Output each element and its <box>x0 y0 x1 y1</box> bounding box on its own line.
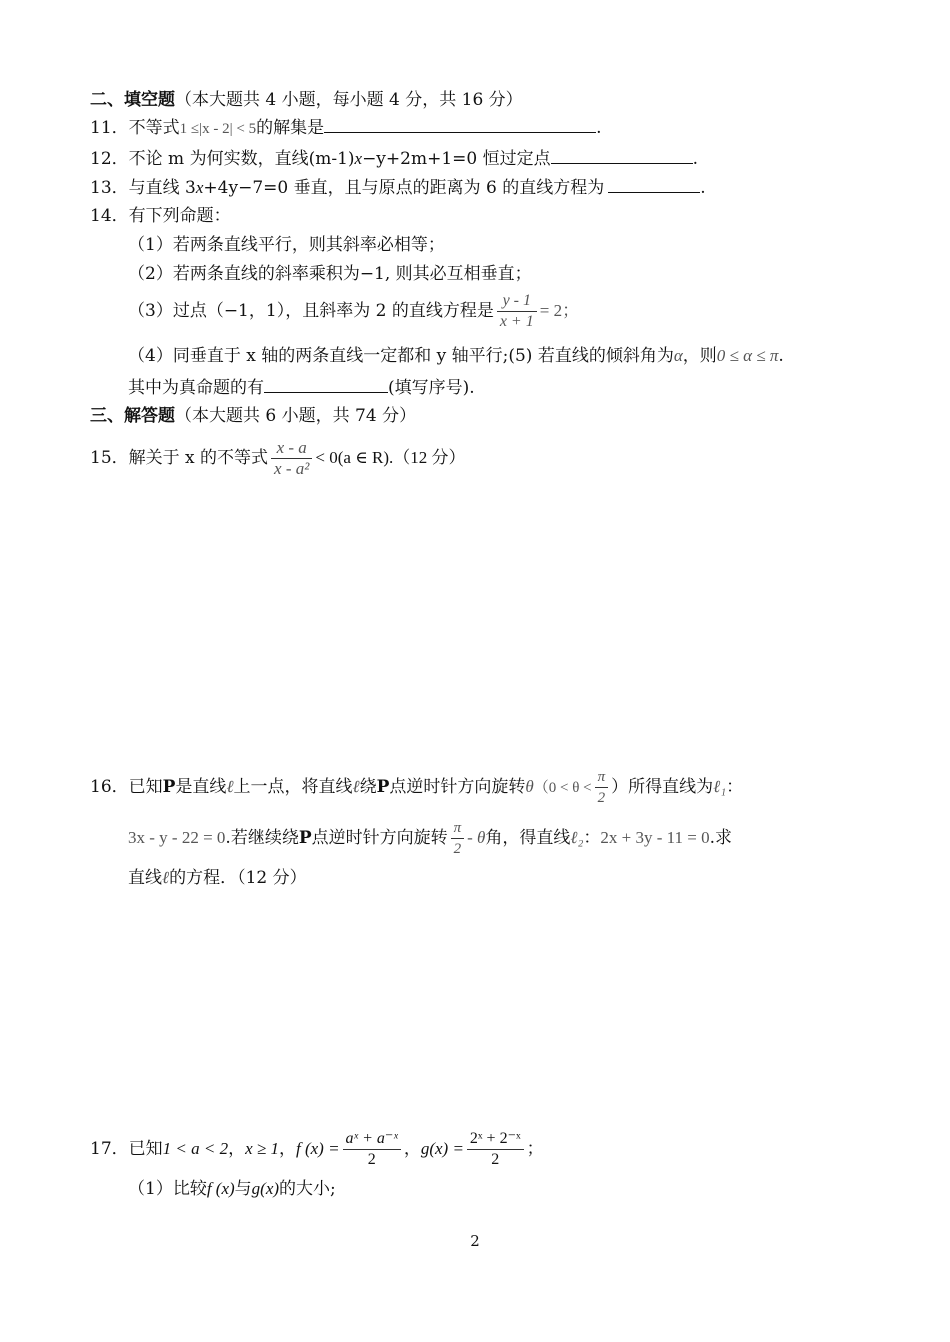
question-16-line-2 <box>128 816 732 860</box>
question-16-line-1 <box>90 765 743 810</box>
section-3-note: （本大题共 6 小题，共 74 分） <box>175 406 417 426</box>
q14-item-4-text: （4）同垂直于 x 轴的两条直线一定都和 y 轴平行;(5) 若直线的倾斜角为 <box>128 346 674 366</box>
q16-equation-l1: 3x - y - 22 = 0 <box>128 828 226 847</box>
q16-text-2b: 点逆时针方向旋转 <box>311 828 448 848</box>
q12-end: . <box>692 149 699 169</box>
q14-item-2: （2）若两条直线的斜率乘积为−1, 则其必互相垂直； <box>128 264 532 284</box>
q14-item-3-tail: = 2； <box>539 301 580 320</box>
q17-sub-1-g: g(x) <box>251 1179 280 1198</box>
q14-item-4-mid: ，则 <box>682 346 717 366</box>
q16-text-2c: 角，得直线 <box>485 828 571 848</box>
q15-denominator: x - a² <box>274 459 310 478</box>
q17-f-fraction <box>343 1129 401 1170</box>
q17-sub-1-text: （1）比较 <box>128 1179 207 1199</box>
q17-text: 已知 <box>128 1139 163 1159</box>
q16-line-l2: ℓ₂ <box>570 828 584 847</box>
q14-answer-text: 其中为真命题的有 <box>128 378 264 398</box>
q14-answer-line <box>128 376 475 399</box>
q11-number: 11． <box>90 118 129 138</box>
section-3-heading: 三、解答题 <box>90 406 175 426</box>
q17-end: ； <box>526 1139 544 1159</box>
q14-item-4 <box>128 345 784 367</box>
section-2-heading-line <box>90 89 523 111</box>
q13-end: . <box>700 178 706 198</box>
q17-f-numerator: aˣ + a⁻ˣ <box>343 1129 401 1150</box>
q14-item-3 <box>128 291 579 332</box>
section-2-heading: 二、填空题 <box>90 90 175 110</box>
q16-text-h: ： <box>726 777 744 797</box>
question-16-line-3 <box>128 867 307 889</box>
page-number: 2 <box>470 1232 480 1250</box>
q14-item-1: （1）若两条直线平行，则其斜率必相等； <box>128 235 445 255</box>
q17-sep-2: ， <box>278 1139 296 1159</box>
q14-item-4-math: 0 ≤ α ≤ π <box>716 346 779 365</box>
q16-text-3a: 直线 <box>128 868 162 888</box>
question-12 <box>90 147 698 170</box>
q12-answer-blank[interactable] <box>551 147 693 164</box>
q16-line-l-3: ℓ <box>162 868 170 887</box>
question-14-intro <box>90 205 231 227</box>
q14-item-3-text: （3）过点（−1，1），且斜率为 2 的直线方程是 <box>128 301 494 321</box>
q14-item-3-numerator: y - 1 <box>497 291 537 312</box>
q13-answer-blank[interactable] <box>608 176 700 193</box>
q16-text-c: 上一点，将直线 <box>233 777 353 797</box>
q17-g-fraction <box>467 1129 524 1170</box>
q15-fraction <box>271 438 312 479</box>
section-3-heading-line <box>90 405 416 427</box>
q16-line-l1: ℓ₁ <box>713 777 727 796</box>
q14-alpha: α <box>673 346 683 365</box>
q11-answer-blank[interactable] <box>324 116 596 133</box>
q16-minus-theta: - θ <box>467 828 486 847</box>
q13-var-x: x <box>195 178 204 197</box>
q16-two-2: 2 <box>453 841 462 857</box>
q16-text-2e: .求 <box>709 828 733 848</box>
q17-f-def: f (x) = <box>295 1139 340 1158</box>
q14-answer-tail: (填写序号). <box>388 378 475 398</box>
q17-sub-1-f: f (x) <box>206 1179 235 1198</box>
q16-text-g: ）所得直线为 <box>611 777 714 797</box>
question-13 <box>90 176 706 199</box>
q16-point-p: P <box>162 777 176 797</box>
q16-line-l-2: ℓ <box>352 777 360 796</box>
q15-tail: < 0(a ∈ R).（12 分） <box>315 448 466 467</box>
q12-var-x: x <box>354 149 363 168</box>
q17-sep-1: ， <box>228 1139 246 1159</box>
q16-text-b: 是直线 <box>175 777 227 797</box>
q16-equation-l2: 2x + 3y - 11 = 0 <box>600 828 710 847</box>
q17-sub-1-tail: 的大小; <box>279 1179 336 1199</box>
q16-text-3b: 的方程．（12 分） <box>169 868 307 888</box>
q17-number: 17． <box>90 1139 129 1159</box>
q16-point-p-3: P <box>298 828 312 848</box>
q16-line-l: ℓ <box>226 777 234 796</box>
q11-text: 不等式 <box>128 118 180 138</box>
q16-pi: π <box>595 767 609 788</box>
q16-text-2d: ： <box>583 828 601 848</box>
q14-item-4-end: . <box>778 346 784 366</box>
q17-g-numerator: 2ˣ + 2⁻ˣ <box>467 1129 524 1150</box>
q17-sep-3: ， <box>403 1139 421 1159</box>
section-2-note: （本大题共 4 小题，每小题 4 分，共 16 分） <box>175 90 523 110</box>
q16-text-a: 已知 <box>128 777 163 797</box>
question-15 <box>90 436 466 480</box>
q17-condition-x: x ≥ 1 <box>245 1139 279 1158</box>
q17-f-denominator: 2 <box>367 1151 376 1168</box>
q13-text-2: +4y−7=0 垂直，且与原点的距离为 6 的直线方程为 <box>203 178 605 198</box>
q16-theta: θ <box>525 777 534 796</box>
q12-text-2: −y+2m+1=0 恒过定点 <box>362 149 551 169</box>
q14-intro: 有下列命题： <box>128 206 231 226</box>
q16-text-2a: .若继续绕 <box>225 828 299 848</box>
q16-two: 2 <box>597 790 606 806</box>
q13-text: 与直线 3 <box>128 178 196 198</box>
q11-text-2: 的解集是 <box>256 118 325 138</box>
question-11 <box>90 116 602 140</box>
q14-number: 14． <box>90 206 129 226</box>
q13-number: 13． <box>90 178 129 198</box>
q14-item-3-denominator: x + 1 <box>499 313 534 330</box>
q16-text-d: 绕 <box>359 777 377 797</box>
question-17 <box>90 1124 544 1174</box>
q14-item-3-fraction <box>497 291 537 332</box>
q16-number: 16． <box>90 777 129 797</box>
q12-number: 12． <box>90 149 129 169</box>
q17-g-def: g(x) = <box>420 1139 464 1158</box>
q11-end: . <box>596 118 602 138</box>
q15-numerator: x - a <box>271 438 312 459</box>
q17-sub-1 <box>128 1178 336 1200</box>
q16-text-e: 点逆时针方向旋转 <box>389 777 526 797</box>
q17-sub-1-mid: 与 <box>234 1179 252 1199</box>
q14-answer-blank[interactable] <box>264 376 388 393</box>
q16-pi-2: π <box>451 818 465 839</box>
q16-pi-over-2 <box>595 767 609 808</box>
q16-range: （0 < θ < <box>533 780 592 796</box>
q11-math: 1 ≤|x - 2| < 5 <box>179 121 257 137</box>
q15-number: 15． <box>90 448 129 468</box>
q15-text: 解关于 x 的不等式 <box>128 448 269 468</box>
q16-pi-over-2-b <box>451 818 465 859</box>
q12-text: 不论 m 为何实数，直线(m-1) <box>128 149 355 169</box>
q16-point-p-2: P <box>376 777 390 797</box>
q17-g-denominator: 2 <box>491 1151 500 1168</box>
q17-condition-a: 1 < a < 2 <box>162 1139 229 1158</box>
